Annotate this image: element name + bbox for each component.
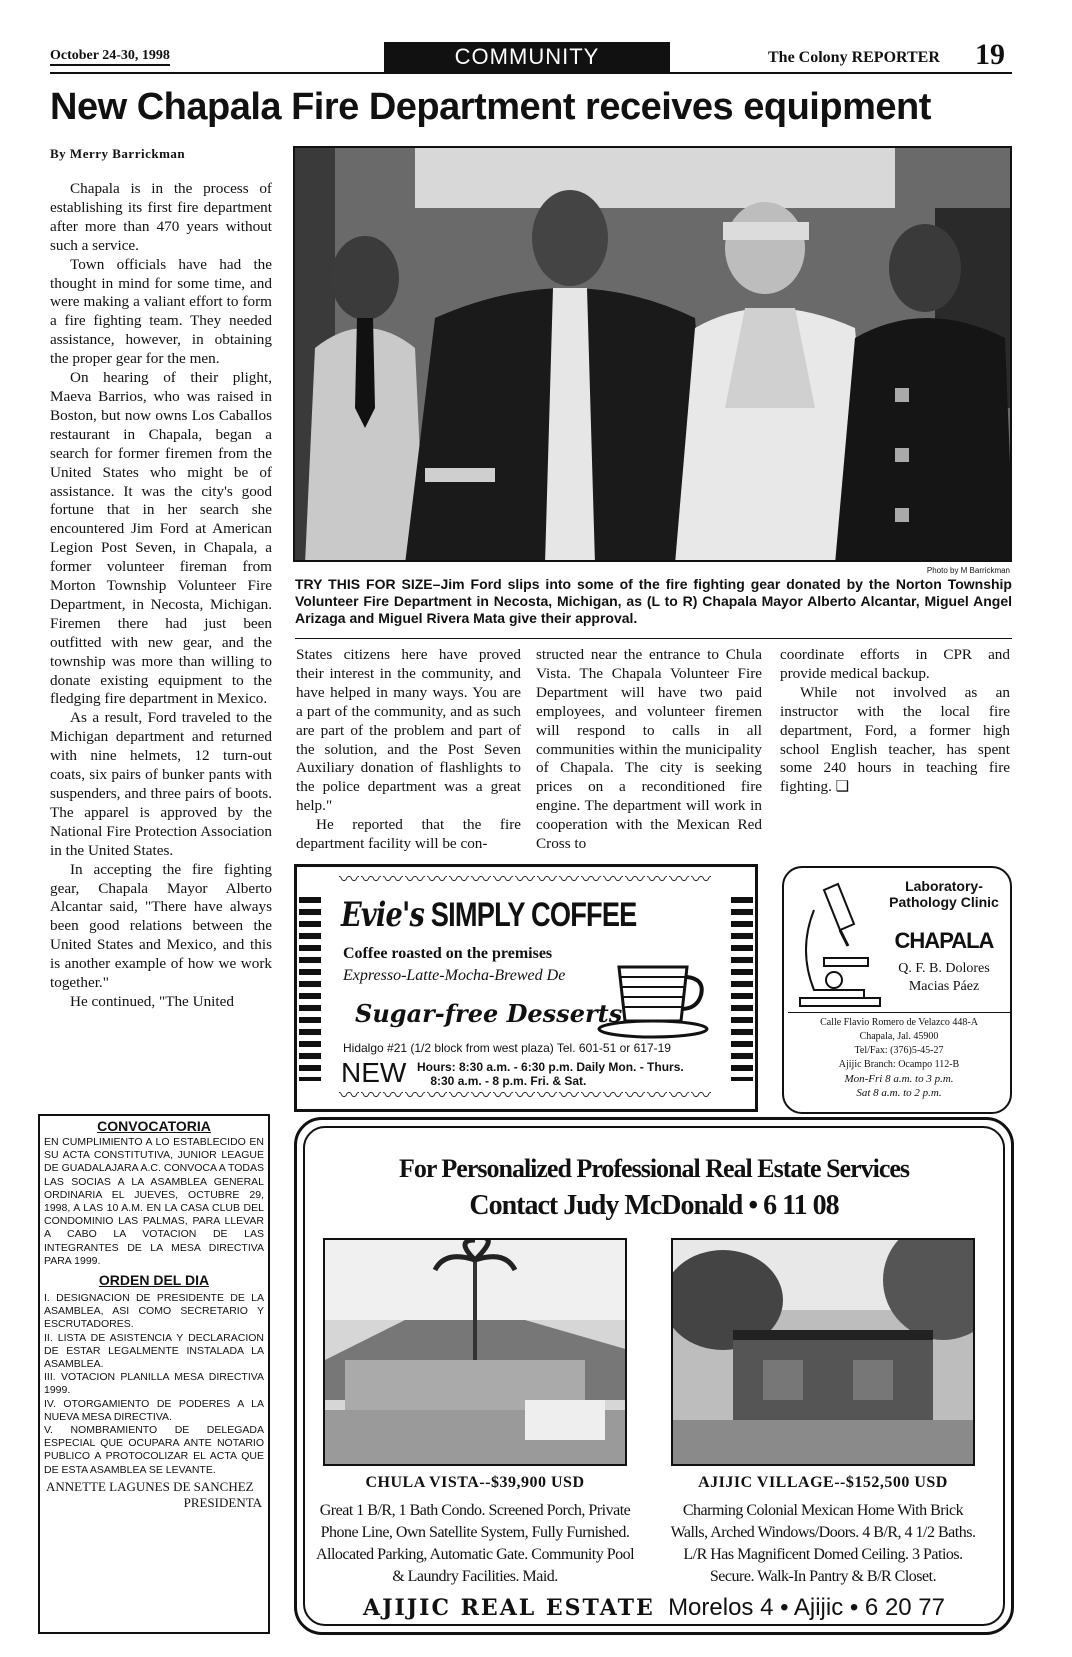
agenda-item: IV. OTORGAMIENTO DE PODERES A LA NUEVA MESA DIRECTIVA. [44,1397,264,1423]
lab-clinic-ad [782,866,1012,1114]
ad-border-top: 〰〰〰〰〰〰〰〰〰〰〰〰〰〰〰〰〰 [339,869,713,891]
paper-name: The Colony REPORTER [768,49,940,66]
listing-1-photo [323,1238,627,1466]
lab-city-line: Chapala, Jal. 45900 [859,1031,939,1042]
article-column-1 [50,180,272,1012]
issue-date: October 24-30, 1998 [50,48,170,66]
lab-divider [788,1012,1010,1013]
agenda-item: III. VOTACION PLANILLA MESA DIRECTIVA 1999. [44,1371,264,1397]
condo-photo [325,1240,627,1466]
listing-2-photo [671,1238,975,1466]
paragraph: structed near the entrance to Chula Vista. The Chapala Volunteer Fire Department will have two paid employees, and volunteer firemen will respond to calls in all communities within the municipality of Chapala. The city is seeking prices on a reconditioned fire engine. The department will work in cooperation with the Mexican Red Cross to [536,646,762,853]
paragraph: While not involved as an instructor with the local fire department, Ford, a former high school English teacher, has spent some 240 hours in teaching fire fighting. ❑ [780,683,1010,796]
realestate-headline: For Personalized Professional Real Estate Services [398,1154,910,1183]
convocatoria-title: CONVOCATORIA [97,1118,211,1134]
coffee-tagline: Coffee roasted on the premises [343,945,553,962]
coffee-address: Hidalgo #21 (1/2 block from west plaza) Tel. 601-51 or 617-19 [343,1041,671,1055]
section-label: COMMUNITY [384,42,670,72]
convocatoria-notice [38,1114,270,1634]
coffee-desserts: Sugar-free Desserts [355,999,623,1028]
coffee-new-label: NEW [341,1057,407,1088]
header-rule [50,72,1012,74]
article-column-2 [296,646,521,854]
ad-border-bottom: 〰〰〰〰〰〰〰〰〰〰〰〰〰〰〰〰〰 [339,1085,713,1107]
agenda-item: I. DESIGNACION DE PRESIDENTE DE LA ASAMBLEA, ASI COMO SECRETARIO Y ESCRUTADORES. [44,1292,264,1331]
article-photo [293,146,1012,562]
photo-credit: Photo by M Barrickman [926,566,1010,575]
agenda-list [40,1290,268,1479]
paragraph: He continued, "The United [70,992,234,1010]
paragraph: In accepting the fire fighting gear, Chapala Mayor Alberto Alcantar said, "There have always been good relations between the United States and Mexico, and this is another example of how we work together." [50,860,272,992]
paragraph: coordinate efforts in CPR and provide medical backup. [780,646,1010,682]
paragraph: Chapala is in the process of establishing its first fire department after more than 470 years without such a service. [50,180,272,254]
lab-doctor: Q. F. B. Dolores Macias Páez [898,961,990,994]
signature-block [40,1479,268,1511]
realestate-footer [305,1594,1003,1622]
convocatoria-body: EN CUMPLIMIENTO A LO ESTABLECIDO EN SU ACTA CONSTITUTIVA, JUNIOR LEAGUE DE GUADALAJARA A.C. CONVOCA A TODAS LAS SOCIAS A LA ASAMBLEA GENERAL ORDINARIA EL JUEVES, OCTUBRE 29, 1998, A LAS 10 A.M. EN LA CASA CLUB DEL CONDOMINIO LAS PALMAS, PARA LLEVAR A CABO LA VOTACION DE LAS INTEGRANTES DE LA MESA DIRECTIVA PARA 1999. [44,1136,264,1267]
realestate-address: Morelos 4 • Ajijic • 6 20 77 [668,1594,945,1621]
ad-border-left [299,897,321,1081]
agenda-title: ORDEN DEL DIA [98,1272,210,1289]
realestate-contact: Contact Judy McDonald • 6 11 08 [469,1190,839,1221]
paragraph: Town officials have had the thought in mind for some time, and were making a valiant effort to form a fire fighting team. They needed assistance, however, in obtaining the proper gear for the men. [50,255,272,368]
real-estate-ad [294,1117,1014,1635]
paragraph: He reported that the fire department facility will be con- [296,816,521,853]
signer-name: ANNETTE LAGUNES DE SANCHEZ [46,1478,254,1494]
agenda-item: V. NOMBRAMIENTO DE DELEGADA ESPECIAL QUE OCUPARA ANTE NOTARIO PUBLICO A PROTOCOLIZAR EL ACTA QUE DE ESTA ASAMBLEA SE LEVANTE. [44,1424,264,1476]
paragraph: As a result, Ford traveled to the Michigan department and returned with nine helmets, 12 turn-out coats, six pairs of bunker pants with suspenders, and three pairs of boots. The apparel is approved by the National Fire Protection Association in the United States. [50,709,272,859]
article-column-3 [536,646,762,854]
listing-2-description: Charming Colonial Mexican Home With Brick Walls, Arched Windows/Doors. 4 B/R, 4 1/2 Baths. L/R Has Magnificent Domed Ceiling. 3 Patios. Secure. Walk-In Pantry & B/R Closet. [670,1502,976,1585]
ad-border-right [731,897,753,1081]
lab-hours-weekday: Mon-Fri 8 a.m. to 3 p.m. [844,1073,954,1085]
caption-lead: TRY THIS FOR SIZE [295,576,433,592]
caption-rule [295,638,1012,639]
coffee-shop-name: Evie's SIMPLY COFFEE [341,895,637,935]
coffee-cup-icon [597,955,709,1039]
lab-city: CHAPALA [894,928,994,953]
house-photo [673,1240,975,1466]
photo-caption [295,576,1012,627]
page-number: 19 [975,38,1005,71]
lab-branch: Ajijic Branch: Ocampo 112-B [838,1059,960,1070]
coffee-drinks: Expresso-Latte-Mocha-Brewed De [343,967,566,984]
listing-2-title: AJIJIC VILLAGE--$152,500 USD [698,1474,948,1491]
ad-inner-border [303,1126,1005,1626]
article-byline: By Merry Barrickman [50,146,186,161]
coffee-ad [294,864,758,1112]
lab-contact [788,1016,1010,1100]
photo-illustration [295,148,1012,562]
article-headline: New Chapala Fire Department receives equipment [50,86,931,128]
paragraph: States citizens here have proved their interest in the community, and have helped in many ways. You are a part of the community, and as such are part of the problem and part of the solution, and the Post Seven Auxiliary donation of flashlights to the police department was a great help." [296,646,521,815]
lab-address: Calle Flavio Romero de Velazco 448-A [820,1017,978,1028]
caption-text: –Jim Ford slips into some of the fire fighting gear donated by the Norton Township Volunteer Fire Department in Necosta, Michigan, as (L to R) Chapala Mayor Alberto Alcantar, Miguel Angel Arizaga and Miguel Rivera Mata give their approval. [295,576,1012,626]
signer-role: PRESIDENTA [183,1494,262,1510]
listing-1-title: CHULA VISTA--$39,900 USD [365,1474,585,1491]
lab-hours-saturday: Sat 8 a.m. to 2 p.m. [856,1087,942,1099]
lab-title: Laboratory-Pathology Clinic [889,878,999,910]
listing-1-description: Great 1 B/R, 1 Bath Condo. Screened Porch, Private Phone Line, Own Satellite System, Fully Furnished. Allocated Parking, Automatic Gate. Community Pool & Laundry Facilities. Maid. [315,1502,635,1585]
coffee-hours: Hours: 8:30 a.m. - 6:30 p.m. Daily Mon. - Thurs. 8:30 a.m. - 8 p.m. Fri. & Sat. [417,1060,684,1088]
agenda-item: II. LISTA DE ASISTENCIA Y DECLARACION DE ESTAR LEGALMENTE INSTALADA LA ASAMBLEA. [44,1331,264,1371]
paragraph: On hearing of their plight, Maeva Barrios, who was raised in Boston, but now owns Los Caballos restaurant in Chapala, began a search for former firemen from the United States who might be of assistance. It was the city's good fortune that in her search she encountered Jim Ford at American Legion Post Seven, in Chapala, a former volunteer fireman from Morton Township Volunteer Fire Department, in Necosta, Michigan. Firemen there had just been outfitted with new gear, and the township was more than willing to donate existing equipment to the fledging fire department in Mexico. [50,369,272,708]
lab-phone: Tel/Fax: (376)5-45-27 [854,1045,944,1056]
microscope-icon [794,880,884,1010]
article-column-4 [780,646,1010,797]
realestate-brand: AJIJIC REAL ESTATE [363,1595,655,1621]
